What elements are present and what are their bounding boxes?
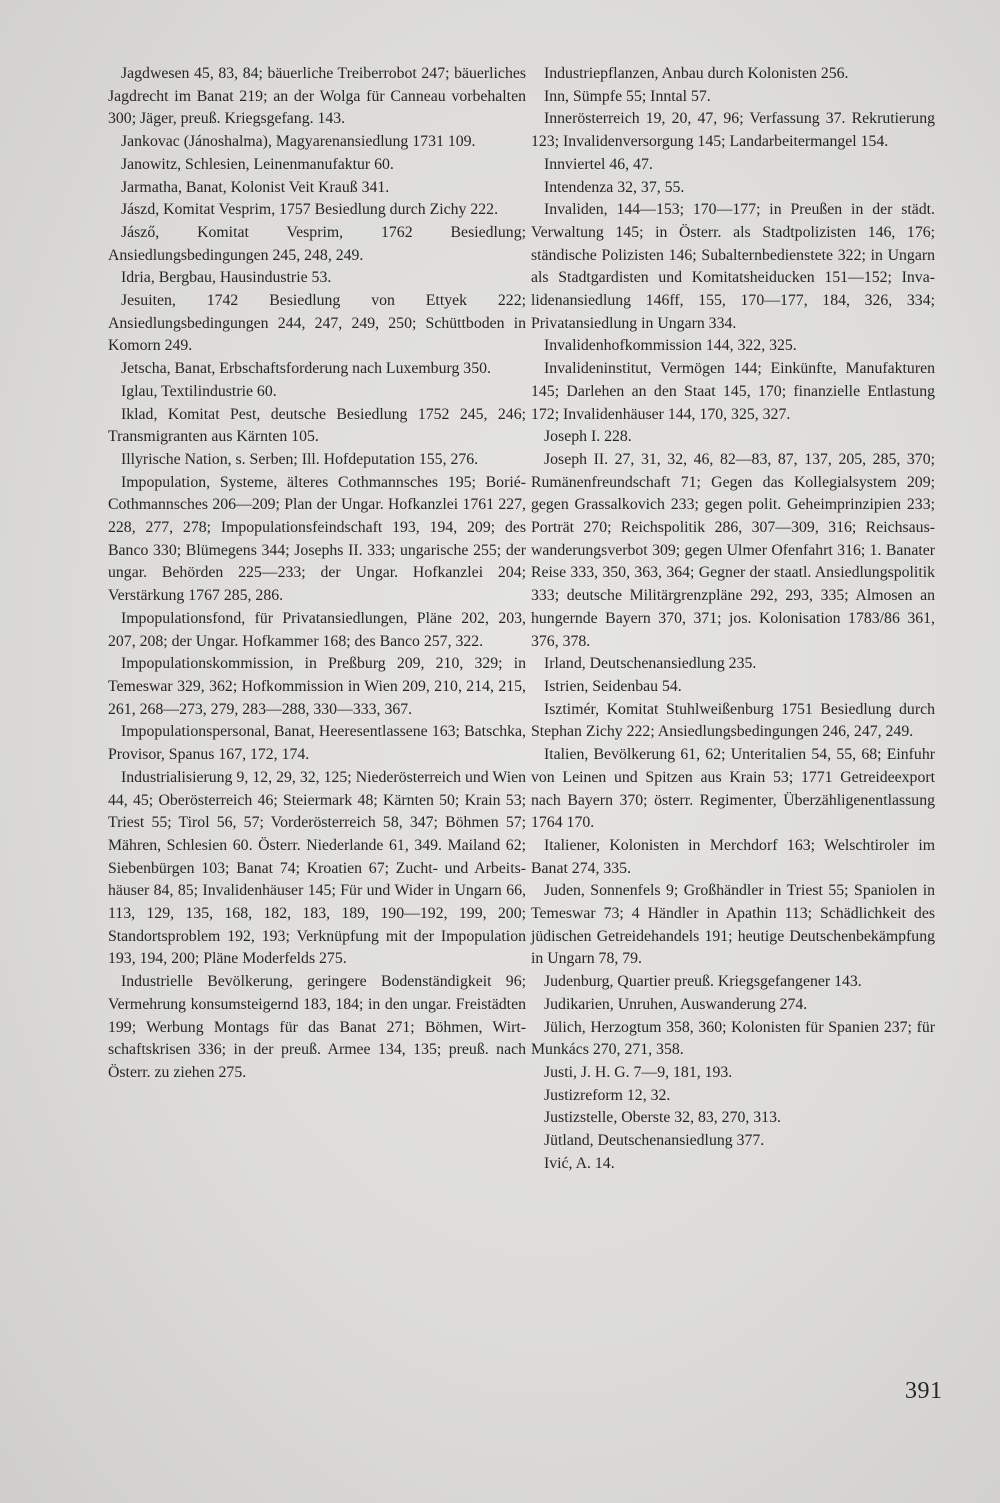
index-entry: Iglau, Textilindustrie 60.	[121, 382, 277, 400]
index-entry: Invaliden, 144—153; 170—177; in Preußen in der städt. Verwaltung 145; in Österr. als Stadtpolizisten 146, 176; ständische Polizisten 146; Subalternbedienstete 322; in Ungarn als Stadtgardisten und Komitatsheiducken 151—152; Invalidenansiedlung 146ff, 155, 170—177, 184, 326, 334; Privatansiedlung in Ungarn 334.	[531, 201, 935, 332]
index-column-left	[108, 63, 526, 1085]
index-entry: Inn, Sümpfe 55; Inntal 57.	[544, 87, 711, 105]
index-entry: Ivić, A. 14.	[544, 1154, 615, 1172]
index-entry: Impopulationspersonal, Banat, Heeresentlassene 163; Batschka, Provisor, Spanus 167, 172, 174.	[108, 723, 526, 764]
index-entry: Janowitz, Schlesien, Leinenmanufaktur 60.	[121, 155, 394, 173]
index-entry: Irland, Deutschenansiedlung 235.	[544, 655, 757, 673]
index-entry: Impopulationskommission, in Preßburg 209, 210, 329; in Temeswar 329, 362; Hofkommission in Wien 209, 210, 214, 215, 261, 268—273, 279, 283—288, 330—333, 367.	[108, 655, 526, 718]
index-entry: Jesuiten, 1742 Besiedlung von Ettyek 222; Ansiedlungsbedingungen 244, 247, 249, 250; Schüttboden in Komorn 249.	[108, 292, 526, 355]
index-entry: Italien, Bevölkerung 61, 62; Unteritalien 54, 55, 68; Einfuhr von Leinen und Spitzen aus Krain 53; 1771 Getreideexport nach Bayern 370; österr. Regimenter, Überzähligenentlassung 1764 170.	[531, 746, 935, 832]
index-entry: Invalideninstitut, Vermögen 144; Einkünfte, Manufakturen 145; Darlehen an den Staat 145, 170; finanzielle Entlastung 172; Invalidenhäuser 144, 170, 325, 327.	[531, 360, 935, 423]
index-entry: Juden, Sonnenfels 9; Großhändler in Triest 55; Spaniolen in Temeswar 73; 4 Händler in Apathin 113; Schädlichkeit des jüdischen Getreidehandels 191; heutige Deutschenbekämpfung in Ungarn 78, 79.	[531, 882, 935, 968]
index-entry: Industrialisierung 9, 12, 29, 32, 125; Niederösterreich und Wien 44, 45; Oberösterreich 46; Steiermark 48; Kärnten 50; Krain 53; Triest 55; Tirol 56, 57; Vorderösterreich 58, 347; Böhmen 57; Mähren, Schlesien 60. Österr. Niederlande 61, 349. Mailand 62; Siebenbürgen 103; Banat 74; Kroatien 67; Zucht- und Arbeitshäuser 84, 85; Invalidenhäuser 145; Für und Wider in Ungarn 66, 113, 129, 135, 168, 182, 183, 189, 190—192, 199, 200; Standortsproblem 192, 193; Verknüpfung mit der Impopulation 193, 194, 200; Pläne Moderfelds 275.	[108, 768, 526, 968]
index-entry: Idria, Bergbau, Hausindustrie 53.	[121, 269, 332, 287]
index-entry: Illyrische Nation, s. Serben; Ill. Hofdeputation 155, 276.	[121, 450, 479, 468]
index-entry: Impopulation, Systeme, älteres Cothmannsches 195; Borié-Cothmannsches 206—209; Plan der Ungar. Hofkanzlei 1761 227, 228, 277, 278; Impopulationsfeindschaft 193, 194, 209; des Banco 330; Blümegens 344; Josephs II. 333; ungarische 255; der ungar. Behörden 225—233; der Ungar. Hofkanzlei 204; Verstärkung 1767 285, 286.	[108, 473, 526, 605]
index-entry: Jászd, Komitat Vesprim, 1757 Besiedlung durch Zichy 222.	[121, 201, 499, 219]
index-entry: Jetscha, Banat, Erbschaftsforderung nach Luxemburg 350.	[121, 360, 491, 378]
index-entry: Jarmatha, Banat, Kolonist Veit Krauß 341.	[121, 178, 390, 196]
index-entry: Jütland, Deutschenansiedlung 377.	[544, 1132, 765, 1150]
index-column-right	[531, 63, 935, 1175]
index-entry: Jagdwesen 45, 83, 84; bäuerliche Treiberrobot 247; bäuerliches Jagdrecht im Banat 219; an der Wolga für Canneau vorbehalten 300; Jäger, preuß. Kriegsgefang. 143.	[108, 65, 526, 128]
index-entry: Innerösterreich 19, 20, 47, 96; Verfassung 37. Rekrutierung 123; Invalidenversorgung 145; Landarbeitermangel 154.	[531, 110, 935, 151]
index-entry: Jülich, Herzogtum 358, 360; Kolonisten für Spanien 237; für Munkács 270, 271, 358.	[531, 1018, 935, 1059]
index-entry: Justi, J. H. G. 7—9, 181, 193.	[544, 1063, 733, 1081]
index-entry: Istrien, Seidenbau 54.	[544, 677, 682, 695]
index-entry: Joseph II. 27, 31, 32, 46, 82—83, 87, 137, 205, 285, 370; Rumänenfreundschaft 71; Gegen das Kollegialsystem 209; gegen Grassalkovich 233; gegen polit. Geheimprinzipien 233; Porträt 270; Reichspolitik 286, 307—309, 316; Reichsauswanderungsverbot 309; gegen Ulmer Ofenfahrt 316; 1. Banater Reise 333, 350, 363, 364; Gegner der staatl. Ansiedlungspolitik 333; deutsche Militärgrenzpläne 292, 293, 335; Almosen an hungernde Bayern 370, 371; jos. Kolonisation 1783/86 361, 376, 378.	[531, 450, 935, 650]
index-entry: Impopulationsfond, für Privatansiedlungen, Pläne 202, 203, 207, 208; der Ungar. Hofkammer 168; des Banco 257, 322.	[108, 609, 526, 650]
index-entry: Invalidenhofkommission 144, 322, 325.	[544, 337, 797, 355]
index-entry: Justizstelle, Oberste 32, 83, 270, 313.	[544, 1109, 781, 1127]
index-entry: Innviertel 46, 47.	[544, 155, 653, 173]
index-entry: Judikarien, Unruhen, Auswanderung 274.	[544, 995, 808, 1013]
index-entry: Industriepflanzen, Anbau durch Kolonisten 256.	[544, 65, 849, 82]
index-entry: Industrielle Bevölkerung, geringere Bodenständigkeit 96; Vermehrung konsumsteigernd 183, 184; in den ungar. Freistädten 199; Werbung Montags für das Banat 271; Böhmen, Wirtschaftskrisen 336; in der preuß. Armee 134, 135; preuß. nach Österr. zu ziehen 275.	[108, 973, 526, 1081]
index-entry: Jásző, Komitat Vesprim, 1762 Besiedlung; Ansiedlungsbedingungen 245, 248, 249.	[108, 223, 526, 264]
index-entry: Isztimér, Komitat Stuhlweißenburg 1751 Besiedlung durch Stephan Zichy 222; Ansiedlungsbedingungen 246, 247, 249.	[531, 700, 935, 741]
index-entry: Italiener, Kolonisten in Merchdorf 163; Welschtiroler im Banat 274, 335.	[531, 836, 935, 877]
index-entry: Joseph I. 228.	[544, 428, 632, 446]
index-entry: Intendenza 32, 37, 55.	[544, 178, 685, 196]
index-entry: Justizreform 12, 32.	[544, 1086, 671, 1104]
index-entry: Iklad, Komitat Pest, deutsche Besiedlung 1752 245, 246; Transmigranten aus Kärnten 105.	[108, 405, 526, 446]
index-entry: Jankovac (Jánoshalma), Magyarenansiedlung 1731 109.	[121, 133, 476, 151]
page-number: 391	[905, 1378, 943, 1404]
index-entry: Judenburg, Quartier preuß. Kriegsgefangener 143.	[544, 973, 862, 991]
